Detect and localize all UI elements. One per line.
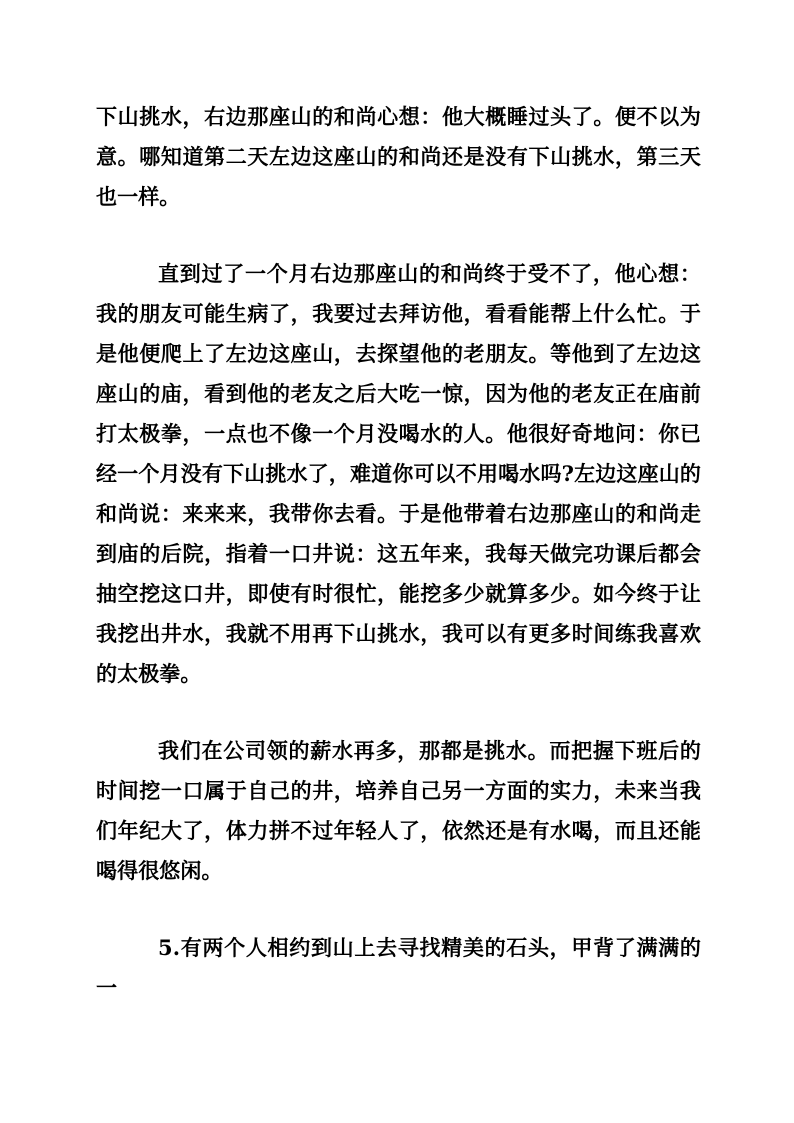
paragraph-4: 5.有两个人相约到山上去寻找精美的石头，甲背了满满的一 xyxy=(96,935,701,1000)
document-page xyxy=(96,97,701,1008)
paragraph-1: 下山挑水，右边那座山的和尚心想：他大概睡过头了。便不以为意。哪知道第二天左边这座山的和尚还是没有下山挑水，第三天也一样。 xyxy=(96,104,701,209)
paragraph-2: 直到过了一个月右边那座山的和尚终于受不了，他心想：我的朋友可能生病了，我要过去拜访他，看看能帮上什么忙。于是他便爬上了左边这座山，去探望他的老朋友。等他到了左边这座山的庙，看到他的老友之后大吃一惊，因为他的老友正在庙前打太极拳，一点也不像一个月没喝水的人。他很好奇地问：你已经一个月没有下山挑水了，难道你可以不用喝水吗?左边这座山的和尚说：来来来，我带你去看。于是他带着右边那座山的和尚走到庙的后院，指着一口井说：这五年来，我每天做完功课后都会抽空挖这口井，即使有时很忙，能挖多少就算多少。如今终于让我挖出井水，我就不用再下山挑水，我可以有更多时间练我喜欢的太极拳。 xyxy=(96,261,701,686)
paragraph-3: 我们在公司领的薪水再多，那都是挑水。而把握下班后的时间挖一口属于自己的井，培养自己另一方面的实力，未来当我们年纪大了，体力拼不过年轻人了，依然还是有水喝，而且还能喝得很悠闲。 xyxy=(96,738,701,883)
